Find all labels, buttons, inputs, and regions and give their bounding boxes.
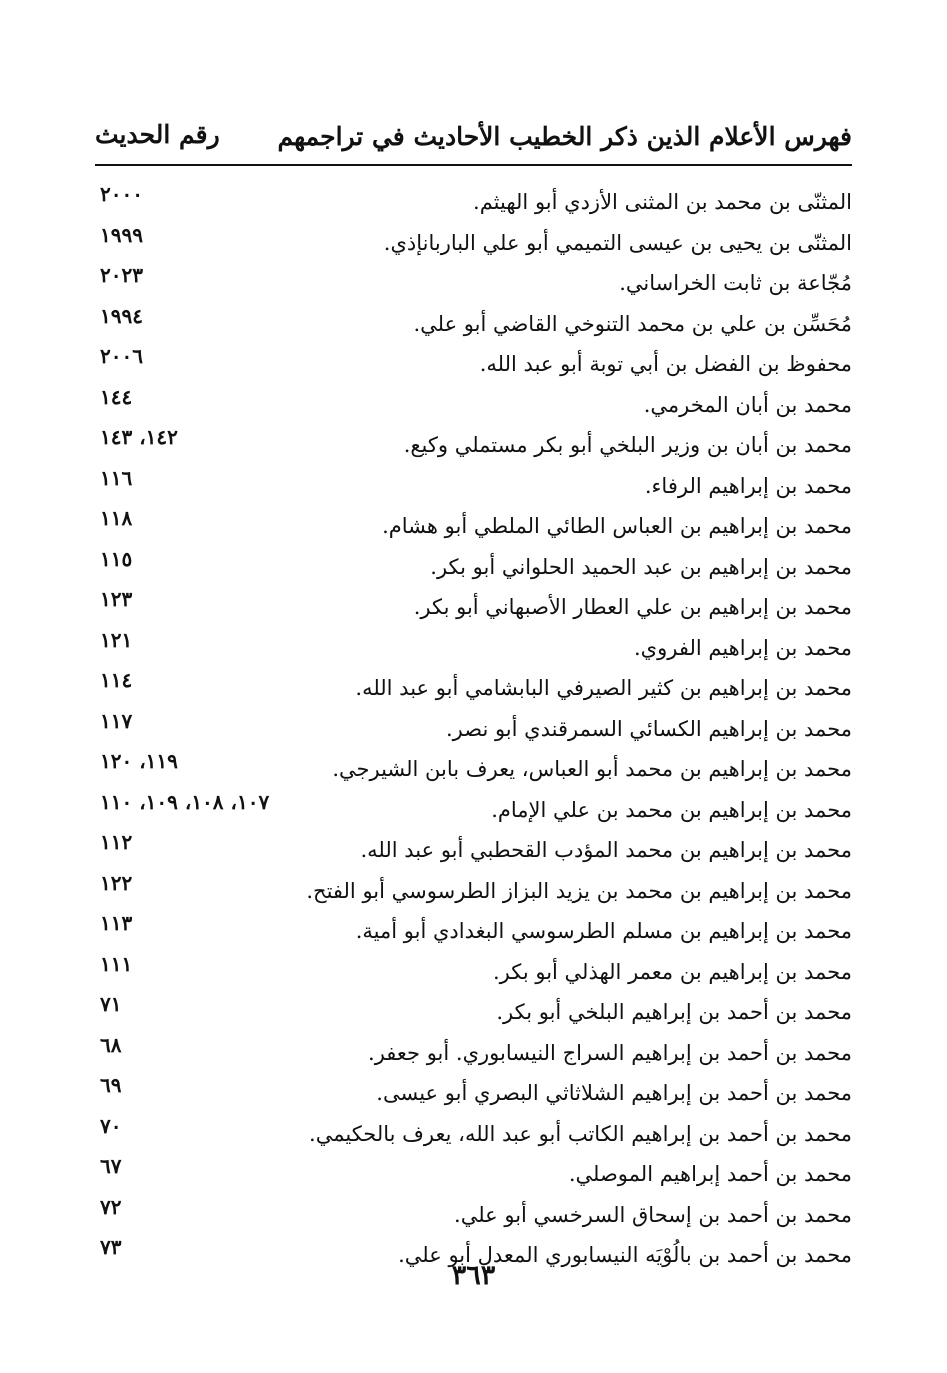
entry-hadith-numbers: ٦٨ bbox=[100, 1032, 122, 1057]
entry-hadith-numbers: ٢٠٢٣ bbox=[100, 263, 143, 287]
entry-hadith-numbers: ٧١ bbox=[100, 992, 122, 1016]
index-entry bbox=[95, 304, 852, 345]
index-title: فهرس الأعلام الذين ذكر الخطيب الأحاديث في تراجمهم bbox=[277, 122, 852, 151]
entry-hadith-numbers: ١١٨ bbox=[100, 506, 133, 530]
index-entry bbox=[95, 952, 852, 993]
hadith-number-column-label: رقم الحديث bbox=[95, 120, 220, 149]
index-entry bbox=[95, 709, 852, 750]
index-entry bbox=[95, 425, 852, 466]
index-entry bbox=[95, 749, 852, 790]
entry-name: محمد بن أبان بن وزير البلخي أبو بكر مستملي وكيع. bbox=[403, 433, 852, 457]
entry-name: محمد بن أحمد بن إبراهيم الشلاثاثي البصري أبو عيسى. bbox=[376, 1081, 852, 1105]
entry-name: محمد بن إبراهيم بن علي العطار الأصبهاني أبو بكر. bbox=[413, 595, 852, 619]
index-entry bbox=[95, 992, 852, 1033]
entry-hadith-numbers: ١٤٢، ١٤٣ bbox=[100, 425, 178, 449]
entry-name: محمد بن إبراهيم الكسائي السمرقندي أبو نصر. bbox=[445, 716, 852, 741]
index-entries bbox=[95, 182, 852, 1276]
index-entry bbox=[95, 385, 852, 426]
entry-name: محمد بن إبراهيم بن محمد أبو العباس، يعرف بابن الشيرجي. bbox=[332, 757, 852, 781]
entry-name: محمد بن إبراهيم بن عبد الحميد الحلواني أبو بكر. bbox=[430, 554, 852, 579]
entry-hadith-numbers: ١١٤ bbox=[100, 668, 133, 692]
index-entry bbox=[95, 790, 852, 831]
entry-hadith-numbers: ١٤٤ bbox=[100, 384, 133, 409]
entry-name: محمد بن أحمد بن إسحاق السرخسي أبو علي. bbox=[454, 1202, 852, 1227]
entry-name: محمد بن إبراهيم بن محمد بن يزيد البزاز الطرسوسي أبو الفتح. bbox=[306, 878, 852, 903]
index-entry bbox=[95, 344, 852, 385]
entry-name: محمد بن أحمد بن إبراهيم السراج النيسابوري. أبو جعفر. bbox=[368, 1040, 852, 1065]
entry-name: محمد بن أحمد بن إبراهيم البلخي أبو بكر. bbox=[496, 1000, 852, 1024]
entry-hadith-numbers: ١١١ bbox=[100, 951, 133, 976]
index-entry bbox=[95, 871, 852, 912]
entry-name: محمد بن أحمد إبراهيم الموصلي. bbox=[568, 1162, 852, 1186]
index-entry bbox=[95, 506, 852, 547]
index-entry bbox=[95, 182, 852, 223]
entry-name: محمد بن إبراهيم بن محمد المؤدب القحطبي أبو عبد الله. bbox=[360, 838, 852, 862]
entry-hadith-numbers: ١١٦ bbox=[100, 465, 133, 490]
entry-hadith-numbers: ٦٩ bbox=[100, 1073, 122, 1097]
index-entry bbox=[95, 223, 852, 264]
entry-hadith-numbers: ١٢١ bbox=[100, 627, 133, 652]
index-entry bbox=[95, 668, 852, 709]
entry-name: المثنّى بن يحيى بن عيسى التميمي أبو علي الباربانإذي. bbox=[383, 230, 852, 255]
entry-name: محمد بن إبراهيم بن كثير الصيرفي البابشامي أبو عبد الله. bbox=[355, 676, 852, 700]
entry-name: محمد بن إبراهيم بن محمد بن علي الإمام. bbox=[491, 797, 852, 822]
index-entry bbox=[95, 628, 852, 669]
entry-name: المثنّى بن محمد بن المثنى الأزدي أبو الهيثم. bbox=[473, 190, 852, 214]
entry-name: محمد بن إبراهيم بن العباس الطائي الملطي أبو هشام. bbox=[382, 514, 852, 538]
entry-name: محفوظ بن الفضل بن أبي توبة أبو عبد الله. bbox=[479, 352, 852, 376]
entry-hadith-numbers: ١١٣ bbox=[100, 911, 133, 935]
page-header bbox=[95, 118, 852, 158]
entry-name: محمد بن أحمد بن بالُوْيَه النيسابوري المعدل أبو علي. bbox=[398, 1243, 852, 1267]
entry-hadith-numbers: ١١٢ bbox=[100, 830, 133, 854]
entry-name: محمد بن أبان المخرمي. bbox=[643, 392, 852, 417]
index-entry bbox=[95, 263, 852, 304]
index-entry bbox=[95, 547, 852, 588]
entry-hadith-numbers: ٦٧ bbox=[100, 1154, 122, 1178]
entry-hadith-numbers: ٢٠٠٦ bbox=[100, 344, 143, 368]
page-number: ٣٦٣ bbox=[451, 1260, 496, 1291]
entry-hadith-numbers: ١١٧ bbox=[100, 708, 133, 733]
header-rule bbox=[95, 164, 852, 166]
entry-name: محمد بن إبراهيم الرفاء. bbox=[644, 473, 852, 498]
entry-name: محمد بن إبراهيم بن مسلم الطرسوسي البغدادي أبو أمية. bbox=[355, 919, 852, 943]
entry-hadith-numbers: ١٢٢ bbox=[100, 870, 133, 895]
entry-name: مُجّاعة بن ثابت الخراساني. bbox=[619, 271, 852, 295]
index-entry bbox=[95, 1073, 852, 1114]
entry-hadith-numbers: ١٠٧، ١٠٨، ١٠٩، ١١٠ bbox=[100, 789, 270, 814]
entry-hadith-numbers: ١١٩، ١٢٠ bbox=[100, 749, 178, 773]
entry-hadith-numbers: ٢٠٠٠ bbox=[100, 182, 143, 206]
index-entry bbox=[95, 1154, 852, 1195]
entry-name: محمد بن إبراهيم بن معمر الهذلي أبو بكر. bbox=[492, 959, 852, 984]
index-entry bbox=[95, 1195, 852, 1236]
entry-hadith-numbers: ٧٠ bbox=[100, 1113, 122, 1138]
entry-hadith-numbers: ١٢٣ bbox=[100, 587, 133, 611]
entry-hadith-numbers: ١٩٩٩ bbox=[100, 222, 143, 247]
entry-hadith-numbers: ١٩٩٤ bbox=[100, 303, 143, 328]
index-entry bbox=[95, 830, 852, 871]
index-entry bbox=[95, 1033, 852, 1074]
entry-name: محمد بن أحمد بن إبراهيم الكاتب أبو عبد الله، يعرف بالحكيمي. bbox=[309, 1121, 852, 1146]
index-entry bbox=[95, 911, 852, 952]
entry-hadith-numbers: ٧٣ bbox=[100, 1235, 122, 1259]
index-entry bbox=[95, 587, 852, 628]
entry-name: مُحَسِّن بن علي بن محمد التنوخي القاضي أبو علي. bbox=[413, 311, 852, 336]
index-entry bbox=[95, 466, 852, 507]
index-entry bbox=[95, 1114, 852, 1155]
entry-hadith-numbers: ١١٥ bbox=[100, 546, 133, 571]
entry-name: محمد بن إبراهيم الفروي. bbox=[633, 635, 852, 660]
entry-hadith-numbers: ٧٢ bbox=[100, 1194, 122, 1219]
